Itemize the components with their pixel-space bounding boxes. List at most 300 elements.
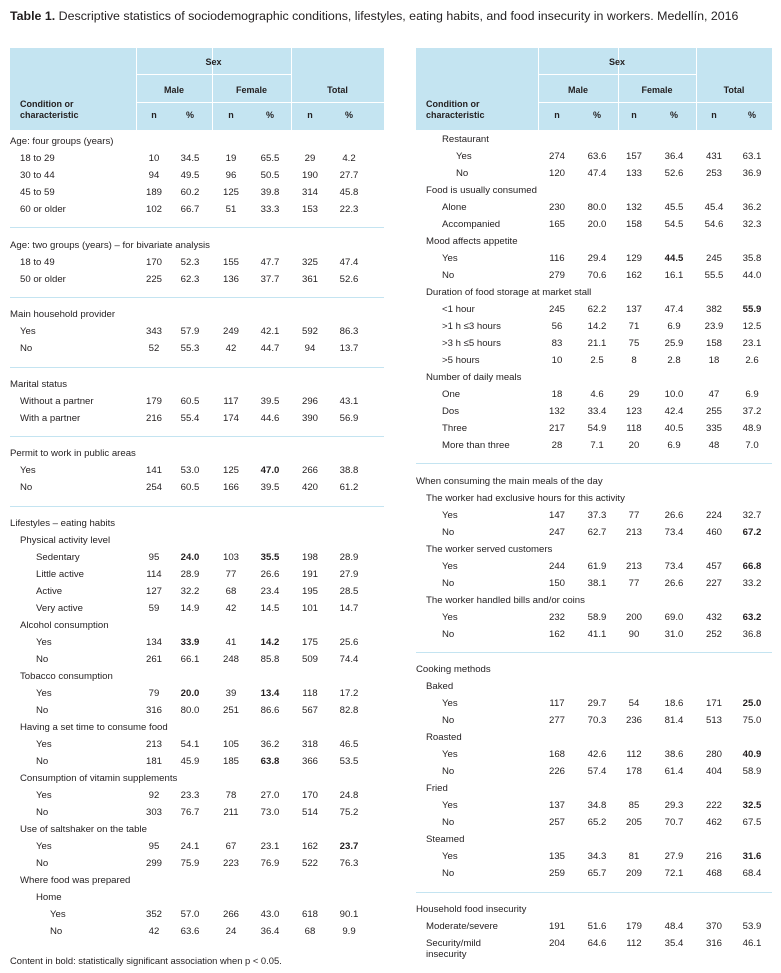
- row-label: No: [456, 168, 469, 179]
- row-value: 55.9: [742, 304, 762, 315]
- row-value: 77: [628, 577, 640, 589]
- row-value: 343: [145, 326, 162, 338]
- row-value: 162: [301, 841, 318, 852]
- row-value: 4.2: [342, 153, 356, 164]
- row-value: 66.8: [742, 560, 762, 572]
- table-row: [10, 702, 384, 719]
- row-value: 49.5: [180, 170, 200, 181]
- header-n: n: [711, 110, 717, 120]
- row-value: 54.1: [180, 739, 200, 750]
- row-value: 68: [304, 926, 316, 937]
- row-value: 95: [148, 552, 160, 563]
- row-value: 18: [551, 389, 563, 400]
- row-label: Yes: [50, 909, 66, 920]
- table-row: [416, 437, 772, 454]
- section-header: [10, 133, 384, 150]
- row-value: 158: [705, 338, 722, 349]
- row-value: 43.1: [339, 395, 359, 407]
- row-value: 10.0: [664, 389, 684, 400]
- row-value: 155: [222, 256, 239, 268]
- row-value: 67.2: [742, 526, 762, 538]
- row-value: 314: [301, 187, 318, 198]
- row-value: 136: [222, 273, 239, 285]
- row-label: Yes: [442, 800, 458, 812]
- table-row: [10, 271, 384, 288]
- row-value: 20.0: [587, 219, 607, 230]
- row-value: 58.9: [587, 611, 607, 623]
- row-value: 244: [548, 560, 565, 572]
- row-value: 129: [625, 253, 642, 264]
- row-value: 56: [551, 321, 563, 332]
- row-value: 10: [551, 355, 563, 366]
- row-value: 81: [628, 851, 640, 863]
- row-value: 18.6: [664, 698, 684, 710]
- row-value: 57.4: [587, 766, 607, 778]
- header-percent: %: [344, 110, 353, 120]
- row-value: 25.0: [742, 698, 762, 710]
- row-value: 55.5: [704, 270, 724, 281]
- row-label: Yes: [36, 841, 52, 852]
- section-divider: [10, 367, 384, 368]
- row-label: Mood affects appetite: [426, 236, 518, 247]
- section-header: [10, 376, 384, 393]
- row-value: 94: [148, 170, 160, 181]
- subsection-header: [10, 532, 384, 549]
- row-value: 36.2: [260, 739, 280, 750]
- row-value: 366: [301, 756, 318, 767]
- row-value: 236: [625, 715, 642, 727]
- row-label: Household food insecurity: [416, 903, 527, 915]
- row-value: 266: [301, 465, 318, 477]
- header-male: Male: [567, 85, 588, 95]
- header-divider: [136, 102, 384, 103]
- row-value: 44.5: [664, 253, 684, 264]
- row-value: 147: [548, 509, 565, 521]
- row-value: 61.9: [587, 560, 607, 572]
- row-value: 335: [705, 423, 722, 434]
- table-row: [10, 906, 384, 923]
- table-row: [10, 323, 384, 340]
- table-row: [416, 763, 772, 780]
- row-label: >3 h ≤5 hours: [442, 338, 501, 349]
- row-value: 20.0: [180, 688, 200, 699]
- row-value: 318: [301, 739, 318, 750]
- row-value: 209: [625, 868, 642, 880]
- row-value: 63.1: [742, 151, 762, 162]
- row-value: 75.2: [339, 807, 359, 818]
- row-value: 28.5: [339, 586, 359, 597]
- row-value: 32.7: [742, 509, 762, 521]
- row-value: 123: [625, 406, 642, 417]
- row-value: 35.8: [742, 253, 762, 264]
- row-value: 23.1: [260, 841, 280, 852]
- row-value: 68.4: [742, 868, 762, 880]
- header-total: Total: [327, 85, 348, 95]
- row-value: 198: [301, 552, 318, 563]
- row-value: 33.4: [587, 406, 607, 417]
- row-value: 65.2: [587, 817, 607, 829]
- row-value: 279: [548, 270, 565, 281]
- row-value: 224: [705, 509, 722, 521]
- table-row: [10, 753, 384, 770]
- header-percent: %: [265, 110, 274, 120]
- row-value: 81.4: [664, 715, 684, 727]
- table-row: [416, 386, 772, 403]
- row-value: 92: [148, 790, 160, 801]
- table-row: [416, 746, 772, 763]
- table-row: [416, 865, 772, 882]
- section-header: [10, 237, 384, 254]
- row-value: 125: [222, 465, 239, 477]
- row-value: 185: [222, 756, 239, 767]
- row-value: 32.2: [180, 586, 200, 597]
- row-label: Security/mild insecurity: [426, 937, 481, 960]
- row-value: 35.5: [260, 552, 280, 563]
- row-value: 27.0: [260, 790, 280, 801]
- table-row: [416, 250, 772, 267]
- row-value: 266: [222, 909, 239, 920]
- table-row: [10, 787, 384, 804]
- row-value: 4.6: [590, 389, 604, 400]
- row-value: 90: [628, 628, 640, 640]
- row-value: 7.1: [590, 440, 604, 451]
- row-value: 17.2: [339, 688, 359, 699]
- row-value: 58.9: [742, 766, 762, 778]
- row-value: 468: [705, 868, 722, 880]
- row-value: 34.8: [587, 800, 607, 812]
- table-row: [416, 507, 772, 524]
- row-value: 135: [548, 851, 565, 863]
- row-value: 12.5: [742, 321, 762, 332]
- row-value: 255: [705, 406, 722, 417]
- row-value: 23.7: [339, 841, 359, 852]
- section-header: [10, 515, 384, 532]
- row-value: 52.6: [664, 168, 684, 179]
- section-header: [416, 473, 772, 490]
- row-label: Main household provider: [10, 309, 116, 321]
- row-value: 522: [301, 858, 318, 869]
- row-value: 157: [625, 151, 642, 162]
- row-label: Physical activity level: [20, 535, 111, 546]
- section-divider: [416, 652, 772, 653]
- row-value: 45.5: [664, 202, 684, 213]
- row-value: 26.6: [260, 569, 280, 580]
- row-value: 76.7: [180, 807, 200, 818]
- row-value: 125: [222, 187, 239, 198]
- header-percent: %: [185, 110, 194, 120]
- table-row: [416, 267, 772, 284]
- row-value: 63.2: [742, 611, 762, 623]
- row-value: 50.5: [260, 170, 280, 181]
- row-label: The worker had exclusive hours for this activity: [426, 492, 625, 504]
- header-sex: Sex: [608, 57, 625, 67]
- row-value: 23.4: [260, 586, 280, 597]
- table-header: [10, 48, 384, 130]
- row-value: 47.7: [260, 256, 280, 268]
- row-value: 72.1: [664, 868, 684, 880]
- row-value: 133: [625, 168, 642, 179]
- row-value: 36.9: [742, 168, 762, 179]
- row-value: 96: [225, 170, 237, 181]
- row-value: 514: [301, 807, 318, 818]
- row-label: Moderate/severe: [426, 920, 498, 932]
- table-row: [10, 583, 384, 600]
- row-value: 432: [705, 611, 722, 623]
- row-value: 46.1: [742, 937, 762, 949]
- header-n: n: [151, 110, 157, 120]
- row-value: 102: [145, 204, 162, 215]
- row-value: 83: [551, 338, 563, 349]
- row-value: 41: [225, 637, 237, 648]
- subsection-header: [416, 182, 772, 199]
- row-label: No: [442, 715, 455, 727]
- row-value: 42: [225, 603, 237, 614]
- row-label: Yes: [442, 509, 458, 521]
- row-value: 103: [222, 552, 239, 563]
- row-value: 86.3: [339, 326, 359, 338]
- row-label: Steamed: [426, 834, 465, 846]
- row-value: 14.2: [587, 321, 607, 332]
- row-label: Yes: [36, 739, 52, 750]
- table-row: [10, 634, 384, 651]
- row-value: 316: [145, 705, 162, 716]
- row-value: 232: [548, 611, 565, 623]
- row-value: 352: [145, 909, 162, 920]
- row-label: Yes: [20, 465, 36, 477]
- row-label: No: [36, 756, 49, 767]
- row-value: 150: [548, 577, 565, 589]
- row-value: 52.3: [180, 256, 200, 268]
- row-label: 50 or older: [20, 273, 66, 285]
- row-label: 60 or older: [20, 204, 66, 215]
- row-value: 39.5: [260, 395, 280, 407]
- row-value: 76.3: [339, 858, 359, 869]
- row-label: Baked: [426, 681, 454, 693]
- table-row: [416, 918, 772, 935]
- header-condition: Condition or characteristic: [20, 99, 79, 120]
- row-value: 54.6: [704, 219, 724, 230]
- row-value: 28: [551, 440, 563, 451]
- row-value: 382: [705, 304, 722, 315]
- row-value: 53.5: [339, 756, 359, 767]
- row-value: 222: [705, 800, 722, 812]
- row-label: Alone: [442, 202, 467, 213]
- row-value: 213: [625, 560, 642, 572]
- row-label: No: [36, 807, 49, 818]
- row-label: No: [50, 926, 63, 937]
- row-label: Age: four groups (years): [10, 136, 114, 147]
- row-value: 24.8: [339, 790, 359, 801]
- row-value: 62.7: [587, 526, 607, 538]
- row-label: Yes: [20, 326, 36, 338]
- row-value: 114: [146, 569, 162, 580]
- row-label: The worker served customers: [426, 543, 553, 555]
- row-value: 23.1: [742, 338, 762, 349]
- row-value: 86.6: [260, 705, 280, 716]
- row-value: 55.4: [180, 412, 200, 424]
- row-value: 274: [548, 151, 565, 162]
- row-value: 31.0: [664, 628, 684, 640]
- header-female: Female: [641, 85, 673, 95]
- row-value: 190: [301, 170, 318, 181]
- row-value: 217: [548, 423, 565, 434]
- table-row: [10, 600, 384, 617]
- row-value: 29.3: [664, 800, 684, 812]
- row-value: 16.1: [664, 270, 684, 281]
- row-value: 26.6: [664, 577, 684, 589]
- row-value: 127: [145, 586, 162, 597]
- row-value: 24.1: [180, 841, 200, 852]
- row-value: 70.7: [664, 817, 684, 829]
- row-value: 37.2: [742, 406, 762, 417]
- row-value: 134: [145, 637, 162, 648]
- row-value: 29.7: [587, 698, 607, 710]
- row-value: 13.7: [339, 343, 359, 355]
- row-label: No: [20, 343, 33, 355]
- row-value: 54.5: [664, 219, 684, 230]
- row-value: 191: [548, 920, 565, 932]
- subsection-header: [416, 284, 772, 301]
- row-label: Alcohol consumption: [20, 620, 109, 631]
- row-label: Yes: [456, 151, 472, 162]
- row-value: 112: [626, 937, 642, 949]
- header-divider: [136, 74, 291, 75]
- table-title-label: Table 1.: [10, 9, 56, 23]
- row-value: 53.9: [742, 920, 762, 932]
- row-value: 370: [705, 920, 722, 932]
- row-label: More than three: [442, 440, 510, 451]
- table-title: [10, 8, 770, 24]
- table-row: [10, 184, 384, 201]
- row-value: 245: [705, 253, 722, 264]
- table-row: [416, 609, 772, 626]
- row-value: 162: [625, 270, 642, 281]
- table-row: [416, 301, 772, 318]
- row-value: 40.9: [742, 749, 762, 761]
- row-label: Food is usually consumed: [426, 185, 537, 196]
- row-value: 245: [548, 304, 565, 315]
- row-value: 211: [223, 807, 239, 818]
- row-value: 39: [225, 688, 237, 699]
- table-row: [416, 318, 772, 335]
- row-value: 48.4: [664, 920, 684, 932]
- row-value: 73.4: [664, 560, 684, 572]
- section-header: [10, 445, 384, 462]
- row-value: 420: [301, 482, 318, 494]
- row-value: 31.6: [742, 851, 762, 863]
- subsection-header: [416, 131, 772, 148]
- table-row: [10, 340, 384, 357]
- row-value: 33.9: [180, 637, 200, 648]
- row-label: Age: two groups (years) – for bivariate analysis: [10, 239, 210, 251]
- row-value: 27.9: [339, 569, 359, 580]
- row-label: Restaurant: [442, 134, 489, 145]
- table-row: [416, 216, 772, 233]
- subsection-header: [416, 592, 772, 609]
- row-value: 57.9: [180, 326, 200, 338]
- row-label: Yes: [442, 560, 458, 572]
- table-row: [10, 254, 384, 271]
- row-value: 51.6: [587, 920, 607, 932]
- row-label: Yes: [36, 688, 52, 699]
- row-value: 462: [705, 817, 722, 829]
- row-value: 200: [625, 611, 642, 623]
- row-value: 68: [225, 586, 237, 597]
- row-value: 76.9: [260, 858, 280, 869]
- row-label: 18 to 29: [20, 153, 55, 164]
- table-row: [10, 462, 384, 479]
- row-value: 25.9: [664, 338, 684, 349]
- row-value: 38.6: [664, 749, 684, 761]
- row-value: 165: [548, 219, 565, 230]
- row-value: 227: [705, 577, 722, 589]
- row-value: 181: [145, 756, 162, 767]
- table-row: [10, 855, 384, 872]
- row-value: 170: [145, 256, 162, 268]
- row-value: 60.5: [180, 482, 200, 494]
- row-value: 65.7: [587, 868, 607, 880]
- row-value: 13.4: [260, 688, 280, 699]
- row-label: 45 to 59: [20, 187, 55, 198]
- section-divider: [10, 297, 384, 298]
- row-value: 42: [148, 926, 160, 937]
- row-value: 23.3: [180, 790, 200, 801]
- row-value: 120: [548, 168, 565, 179]
- section-divider: [10, 227, 384, 228]
- row-label: Three: [442, 423, 468, 434]
- row-value: 249: [222, 326, 239, 338]
- header-female: Female: [235, 85, 268, 95]
- row-label: Active: [36, 586, 63, 597]
- row-label: >1 h ≤3 hours: [442, 321, 501, 332]
- row-value: 32.3: [742, 219, 762, 230]
- row-value: 175: [301, 637, 318, 648]
- row-value: 14.5: [260, 603, 280, 614]
- row-label: Very active: [36, 603, 83, 614]
- row-value: 48: [708, 440, 720, 451]
- row-value: 79: [148, 688, 160, 699]
- row-value: 168: [548, 749, 565, 761]
- row-value: 37.7: [260, 273, 280, 285]
- row-label: Permit to work in public areas: [10, 448, 136, 460]
- subsection-header: [10, 872, 384, 889]
- row-label: When consuming the main meals of the day: [416, 475, 603, 487]
- row-value: 43.0: [260, 909, 280, 920]
- table-row: [10, 393, 384, 410]
- section-divider: [416, 892, 772, 893]
- header-divider: [538, 102, 772, 103]
- row-label: Yes: [36, 637, 52, 648]
- row-value: 132: [625, 202, 642, 213]
- row-value: 54: [628, 698, 640, 710]
- row-label: Fried: [426, 783, 448, 795]
- section-header: [416, 901, 772, 918]
- row-label: Little active: [36, 569, 84, 580]
- table-row: [416, 695, 772, 712]
- row-value: 57.0: [180, 909, 200, 920]
- row-value: 25.6: [339, 637, 359, 648]
- row-label: Yes: [442, 749, 458, 761]
- subsection-header: [10, 617, 384, 634]
- row-value: 47.4: [587, 168, 607, 179]
- row-value: 296: [301, 395, 318, 407]
- row-value: 592: [301, 326, 318, 338]
- row-value: 28.9: [180, 569, 200, 580]
- row-value: 74.4: [339, 654, 359, 665]
- row-value: 73.4: [664, 526, 684, 538]
- row-value: 33.2: [742, 577, 762, 589]
- row-label: The worker handled bills and/or coins: [426, 594, 585, 606]
